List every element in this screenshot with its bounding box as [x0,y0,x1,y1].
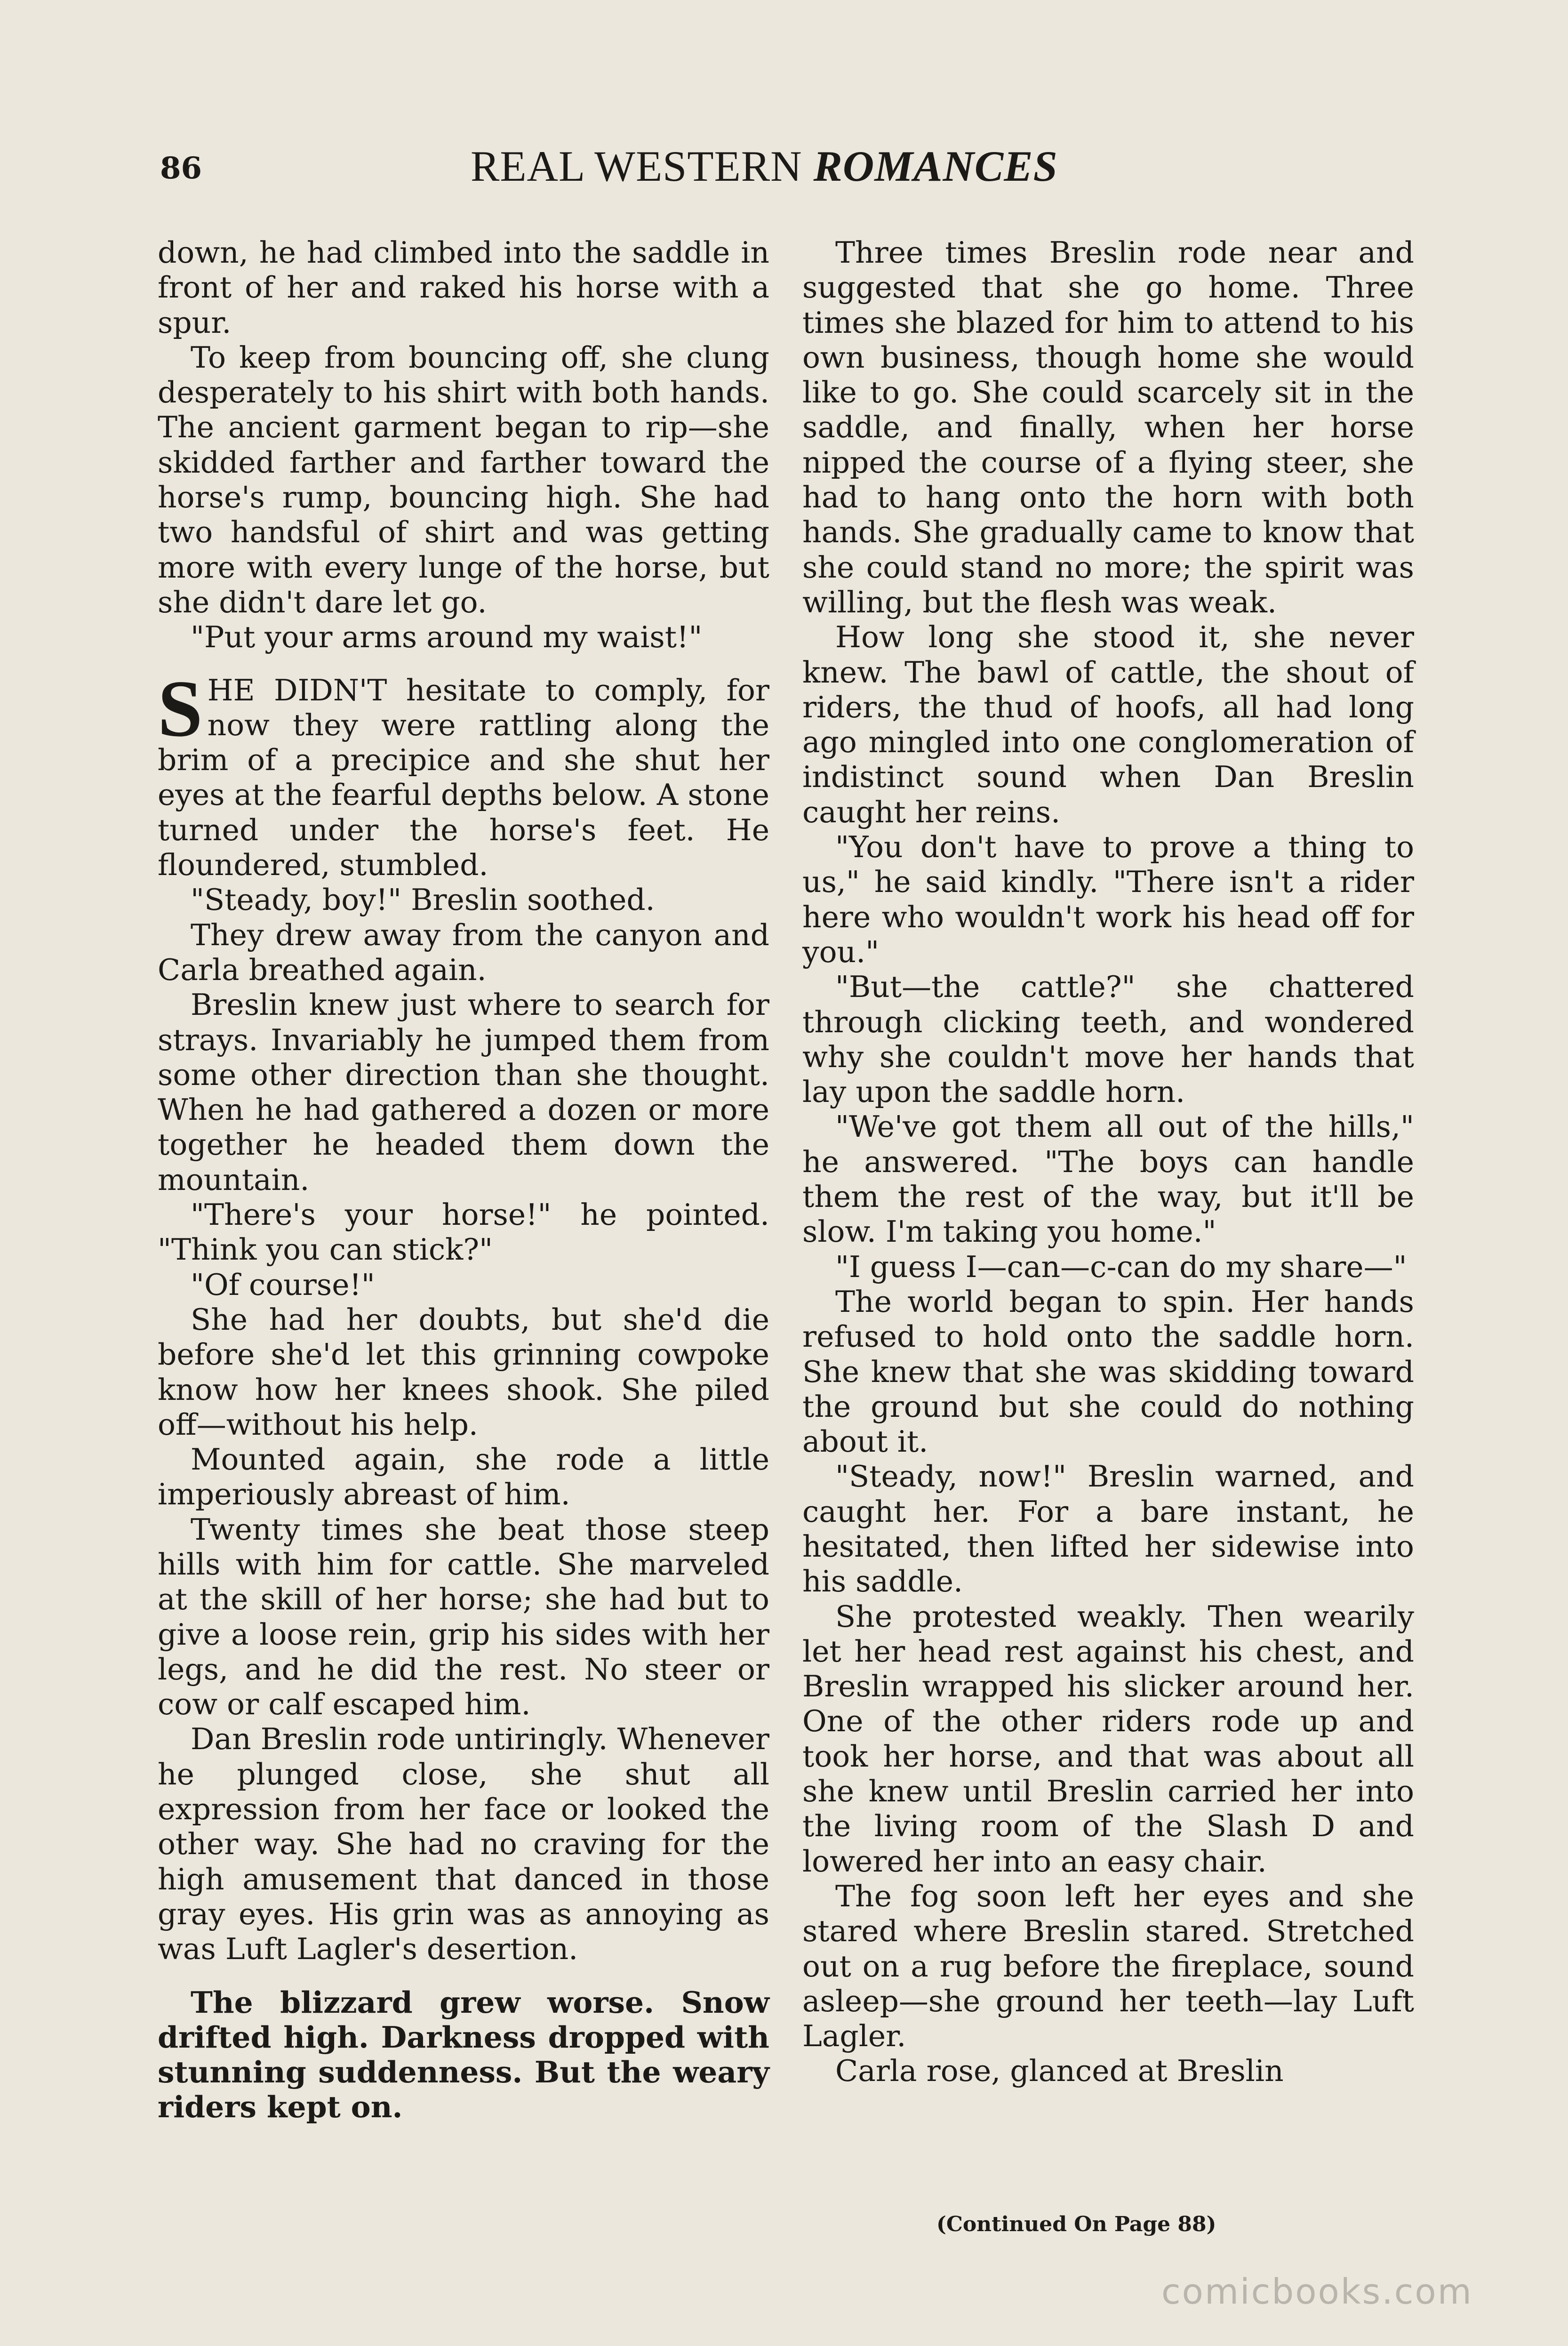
paragraph: "We've got them all out of the hills," he answered. "The boys can handle them the rest of the way, but it'll be slow. I'm taking you home." [802,1109,1414,1249]
paragraph: Three times Breslin rode near and suggested that she go home. Three times she blazed for him to attend to his own business, though home she would like to go. She could scarcely sit in the saddle, and finally, when her horse nipped the course of a flying steer, she had to hang onto the horn with both hands. She gradually came to know that she could stand no more; the spirit was willing, but the flesh was weak. [802,235,1414,619]
paragraph: down, he had climbed into the saddle in front of her and raked his horse with a spur. [158,235,769,340]
paragraph: Dan Breslin rode untiringly. Whenever he plunged close, she shut all expression from her face or looked the other way. She had no craving for the high amusement that danced in those gray eyes. His grin was as annoying as was Luft Lagler's desertion. [158,1722,769,1967]
paragraph: "Steady, now!" Breslin warned, and caught her. For a bare instant, he hesitated, then lifted her sidewise into his saddle. [802,1459,1414,1599]
drop-cap: S [158,664,203,754]
paragraph: Carla rose, glanced at Breslin [835,2054,1284,2089]
paragraph: "Steady, boy!" Breslin soothed. [191,883,655,917]
continued-note: (Continued On Page 88) [936,2212,1216,2236]
page-number: 86 [160,151,202,186]
paragraph: To keep from bouncing off, she clung desperately to his shirt with both hands. The ancient garment began to rip—she skidded farther and farther toward the horse's rump, bouncing high. She had two handsful of shirt and was getting more with every lunge of the horse, but she didn't dare let go. [158,340,769,619]
paragraph: "But—the cattle?" she chattered through clicking teeth, and wondered why she couldn't move her hands that lay upon the saddle horn. [802,970,1414,1109]
right-column [802,235,1414,2089]
title-main: REAL WESTERN [471,142,802,190]
paragraph: She protested weakly. Then wearily let her head rest against his chest, and Breslin wrapped his slicker around her. One of the other riders rode up and took her horse, and that was about all she knew until Breslin carried her into the living room of the Slash D and lowered her into an easy chair. [802,1599,1414,1879]
paragraph: "Of course!" [191,1267,375,1302]
magazine-title [471,141,1058,191]
paragraph: "I guess I—can—c-can do my share—" [835,1249,1407,1284]
paragraph: They drew away from the canyon and Carla breathed again. [158,917,769,987]
dropcap-paragraph-text: HE DIDN'T hesitate to comply, for now they were rattling along the brim of a precipice and she shut her eyes at the fearful depths below. A stone turned under the horse's feet. He floundered, stumbled. [158,673,769,883]
paragraph: How long she stood it, she never knew. The bawl of cattle, the shout of riders, the thud of hoofs, all had long ago mingled into one conglomeration of indistinct sound when Dan Breslin caught her reins. [802,620,1414,829]
paragraph: Twenty times she beat those steep hills with him for cattle. She marveled at the skill of her horse; she had but to give a loose rein, grip his sides with her legs, and he did the rest. No steer or cow or calf escaped him. [158,1512,769,1722]
paragraph: The blizzard grew worse. Snow drifted high. Darkness dropped with stunning suddenness. But the weary riders kept on. [158,1984,769,2125]
paragraph: "Put your arms around my waist!" [191,620,703,655]
paragraph: The world began to spin. Her hands refused to hold onto the saddle horn. She knew that she was skidding toward the ground but she could do nothing about it. [802,1284,1414,1459]
title-emphasis: ROMANCES [813,142,1058,190]
paragraph: The fog soon left her eyes and she stared where Breslin stared. Stretched out on a rug before the fireplace, sound asleep—she ground her teeth—lay Luft Lagler. [802,1879,1414,2054]
site-watermark: comicbooks.com [1161,2272,1473,2312]
page-header [160,141,1412,212]
paragraph: Mounted again, she rode a little imperiously abreast of him. [158,1442,769,1512]
paragraph-dropcap [158,664,769,883]
paragraph: "You don't have to prove a thing to us," he said kindly. "There isn't a rider here who wouldn't work his head off for you." [802,830,1414,969]
paragraph: She had her doubts, but she'd die before she'd let this grinning cowpoke know how her knees shook. She piled off—without his help. [158,1302,769,1442]
paragraph: Breslin knew just where to search for strays. Invariably he jumped them from some other direction than she thought. When he had gathered a dozen or more together he headed them down the mountain. [158,988,769,1197]
left-column [158,235,769,2125]
paragraph: "There's your horse!" he pointed. "Think you can stick?" [158,1197,769,1267]
